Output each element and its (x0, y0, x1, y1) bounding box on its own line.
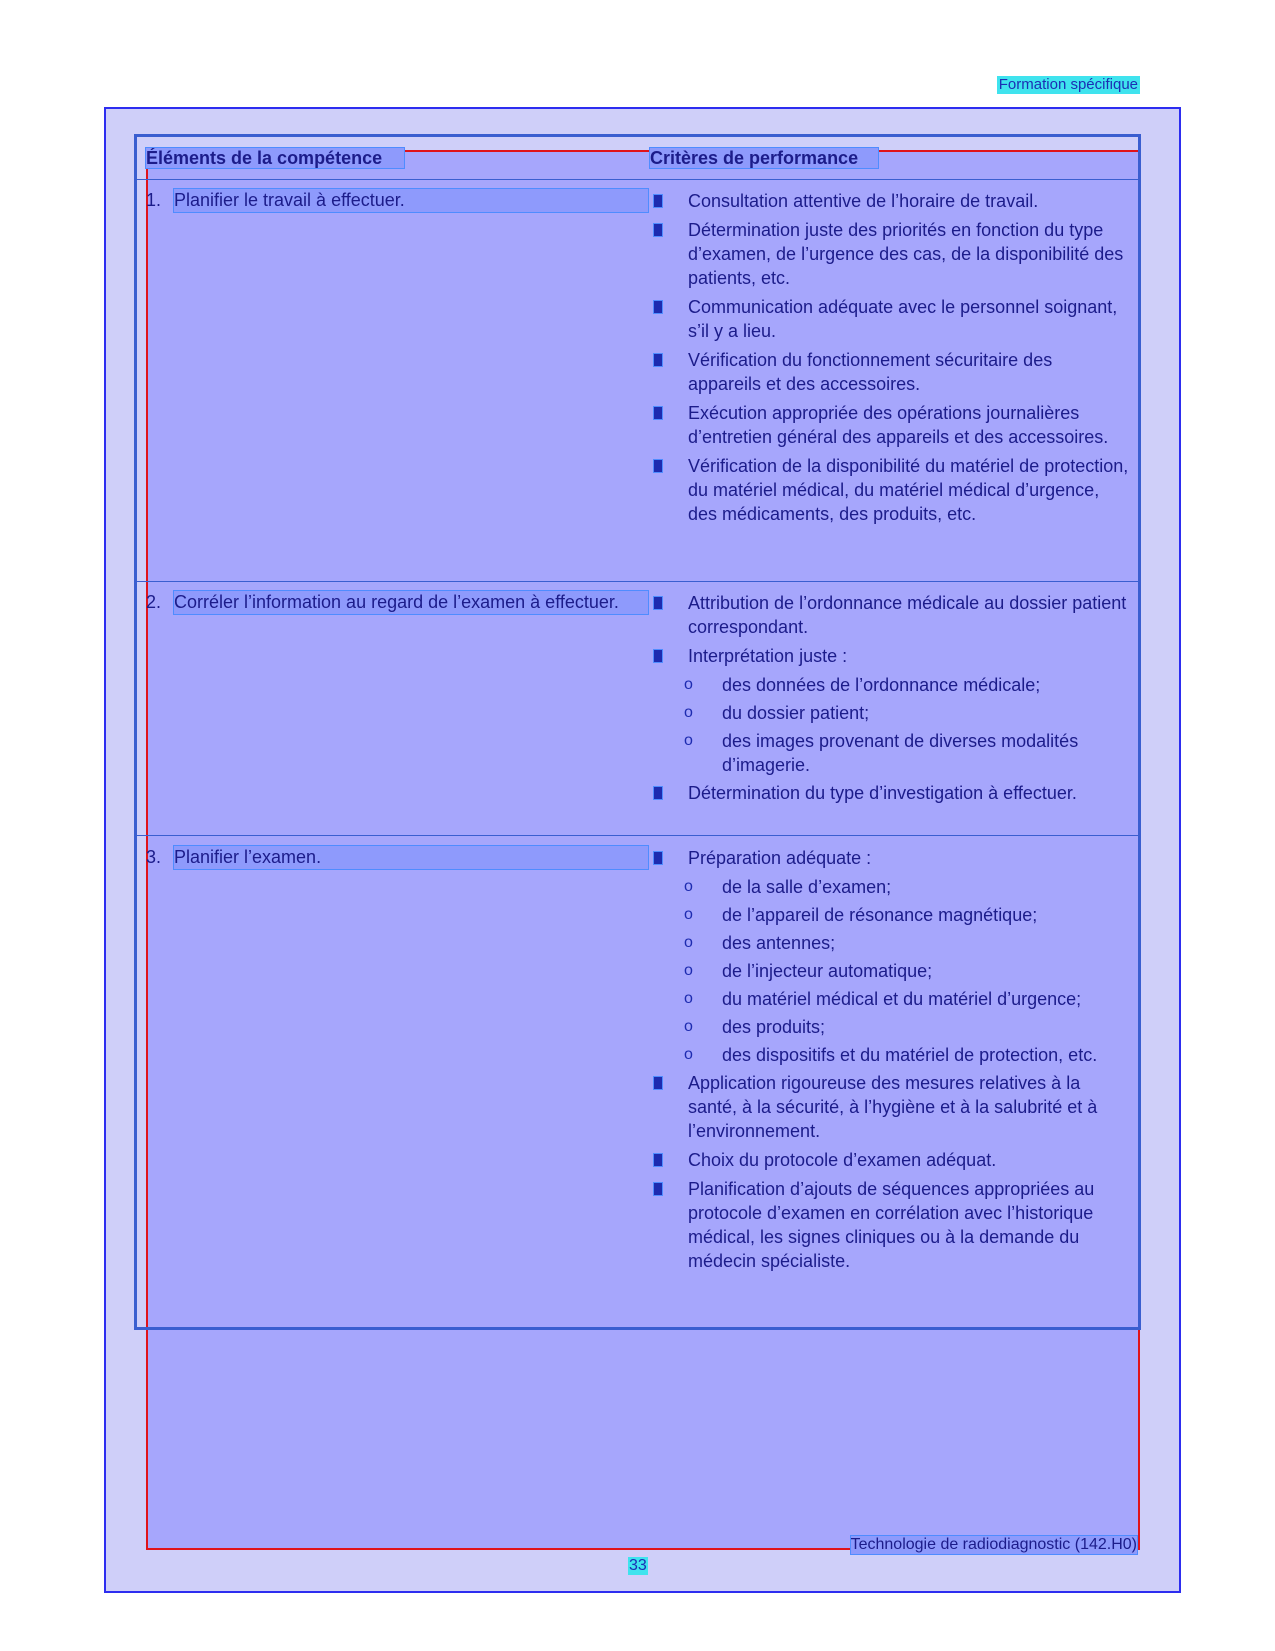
criterion-text: Vérification de la disponibilité du matériel de protection, du matériel médical, du matériel médical d’urgence, des médicaments, des produits, etc. (688, 456, 1129, 524)
sub-criterion-item (684, 987, 1130, 1011)
sub-criterion-text: des données de l’ordonnance médicale; (722, 675, 1041, 695)
sub-criterion-text: de l’injecteur automatique; (722, 961, 933, 981)
column-header-criteria: Critères de performance (650, 148, 878, 168)
element-number: 2. (146, 592, 162, 612)
bullet-icon (654, 1183, 662, 1195)
sub-criterion-item (684, 875, 1130, 899)
bullet-icon (654, 224, 662, 236)
bullet-icon (654, 852, 662, 864)
criterion-item (650, 781, 1130, 805)
criterion-text: Interprétation juste : (688, 646, 848, 666)
sub-criterion-text: de la salle d’examen; (722, 877, 892, 897)
bullet-icon (654, 354, 662, 366)
criterion-text: Exécution appropriée des opérations journalières d’entretien général des appareils et des accessoires. (688, 403, 1109, 447)
page-number: 33 (629, 1557, 647, 1574)
row-divider (134, 581, 1141, 582)
footer-course-title: Technologie de radiodiagnostic (142.H0) (850, 1536, 1137, 1553)
bullet-icon (654, 787, 662, 799)
circle-bullet-icon: o (684, 676, 693, 693)
bullet-icon (654, 301, 662, 313)
criterion-item (650, 1177, 1130, 1273)
criterion-item (650, 1148, 1130, 1172)
criterion-text: Détermination du type d’investigation à effectuer. (688, 783, 1077, 803)
sub-criterion-item (684, 903, 1130, 927)
sub-criterion-text: de l’appareil de résonance magnétique; (722, 905, 1038, 925)
sub-criterion-item (684, 673, 1130, 697)
circle-bullet-icon: o (684, 732, 693, 749)
criterion-item (650, 189, 1130, 213)
sub-criterion-item (684, 1043, 1130, 1067)
bullet-icon (654, 460, 662, 472)
criterion-item (650, 1071, 1130, 1143)
element-number: 1. (146, 190, 162, 210)
sub-criterion-text: du matériel médical et du matériel d’urgence; (722, 989, 1082, 1009)
criterion-text: Choix du protocole d’examen adéquat. (688, 1150, 997, 1170)
row-divider (134, 835, 1141, 836)
criterion-text: Attribution de l’ordonnance médicale au dossier patient correspondant. (688, 593, 1127, 637)
bullet-icon (654, 1077, 662, 1089)
running-header: Formation spécifique (998, 76, 1138, 93)
circle-bullet-icon: o (684, 906, 693, 923)
circle-bullet-icon: o (684, 962, 693, 979)
criterion-text: Planification d’ajouts de séquences appropriées au protocole d’examen en corrélation avec l’historique médical, les signes cliniques ou à la demande du médecin spécialiste. (688, 1179, 1095, 1271)
circle-bullet-icon: o (684, 990, 693, 1007)
circle-bullet-icon: o (684, 1046, 693, 1063)
column-header-elements: Éléments de la compétence (146, 148, 404, 168)
criterion-item (650, 295, 1130, 343)
bullet-icon (654, 597, 662, 609)
criterion-text: Consultation attentive de l’horaire de travail. (688, 191, 1039, 211)
element-text: Planifier l’examen. (174, 846, 648, 869)
criterion-text: Communication adéquate avec le personnel soignant, s’il y a lieu. (688, 297, 1118, 341)
circle-bullet-icon: o (684, 704, 693, 721)
element-number: 3. (146, 847, 162, 867)
sub-criterion-text: des antennes; (722, 933, 836, 953)
criterion-item (650, 591, 1130, 639)
criterion-item (650, 846, 1130, 870)
table-header-divider (134, 179, 1141, 180)
element-row-2 (146, 591, 648, 614)
sub-criterion-item (684, 959, 1130, 983)
sub-criterion-item (684, 931, 1130, 955)
element-text: Corréler l’information au regard de l’examen à effectuer. (174, 591, 648, 614)
circle-bullet-icon: o (684, 878, 693, 895)
criteria-list-row-1 (650, 189, 1130, 531)
criterion-text: Vérification du fonctionnement sécuritaire des appareils et des accessoires. (688, 350, 1053, 394)
criterion-text: Préparation adéquate : (688, 848, 872, 868)
criterion-item (650, 348, 1130, 396)
criterion-text: Application rigoureuse des mesures relatives à la santé, à la sécurité, à l’hygiène et à la salubrité et à l’environnement. (688, 1073, 1098, 1141)
criterion-item (650, 401, 1130, 449)
bullet-icon (654, 650, 662, 662)
sub-criterion-text: des dispositifs et du matériel de protection, etc. (722, 1045, 1098, 1065)
criterion-item (650, 644, 1130, 668)
bullet-icon (654, 1154, 662, 1166)
bullet-icon (654, 407, 662, 419)
circle-bullet-icon: o (684, 934, 693, 951)
sub-criterion-item (684, 701, 1130, 725)
element-row-1 (146, 189, 648, 212)
element-text: Planifier le travail à effectuer. (174, 189, 648, 212)
sub-criterion-item (684, 1015, 1130, 1039)
sub-criterion-text: du dossier patient; (722, 703, 870, 723)
sub-criterion-text: des images provenant de diverses modalités d’imagerie. (722, 731, 1079, 775)
criterion-item (650, 218, 1130, 290)
criterion-item (650, 454, 1130, 526)
criteria-list-row-3 (650, 846, 1130, 1278)
circle-bullet-icon: o (684, 1018, 693, 1035)
criterion-text: Détermination juste des priorités en fonction du type d’examen, de l’urgence des cas, de la disponibilité des patients, etc. (688, 220, 1124, 288)
sub-criterion-item (684, 729, 1130, 777)
criteria-list-row-2 (650, 591, 1130, 810)
sub-criterion-text: des produits; (722, 1017, 826, 1037)
bullet-icon (654, 195, 662, 207)
element-row-3 (146, 846, 648, 869)
